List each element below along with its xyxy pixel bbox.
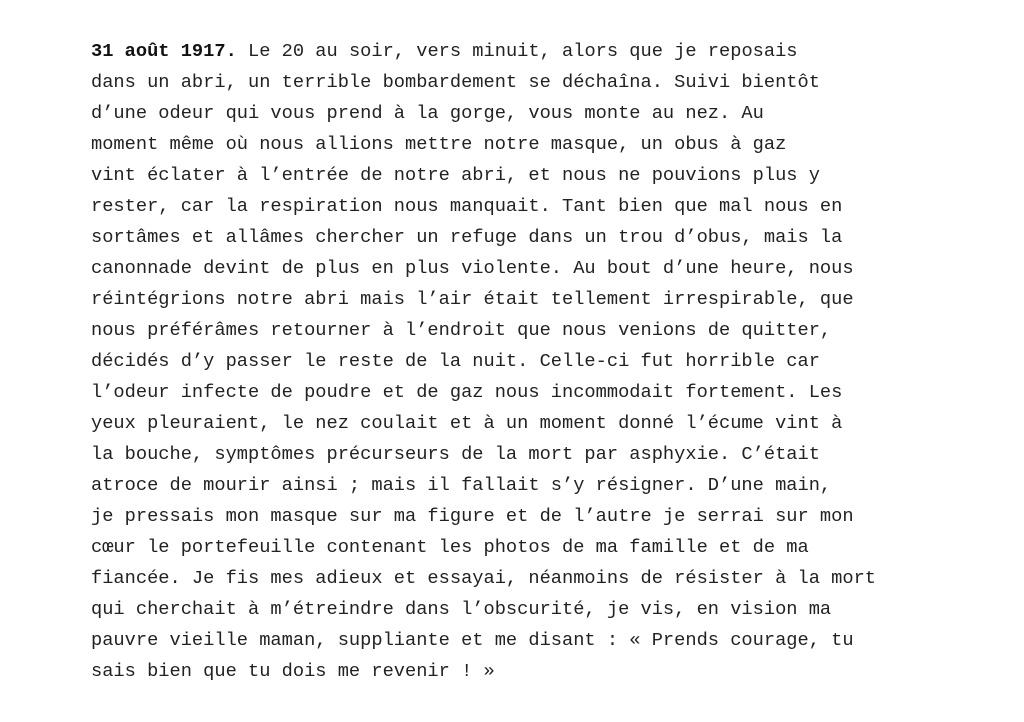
- text-line-content: Le 20 au soir, vers minuit, alors que je reposais: [236, 40, 798, 62]
- text-line: sortâmes et allâmes chercher un refuge dans un trou d’obus, mais la: [91, 226, 843, 248]
- text-line: pauvre vieille maman, suppliante et me disant : « Prends courage, tu: [91, 629, 854, 651]
- text-line: moment même où nous allions mettre notre masque, un obus à gaz: [91, 133, 787, 155]
- text-line: nous préférâmes retourner à l’endroit que nous venions de quitter,: [91, 319, 832, 341]
- diary-entry: [91, 36, 971, 687]
- text-line: atroce de mourir ainsi ; mais il fallait s’y résigner. D’une main,: [91, 474, 832, 496]
- text-line: sais bien que tu dois me revenir ! »: [91, 660, 495, 682]
- text-line: je pressais mon masque sur ma figure et de l’autre je serrai sur mon: [91, 505, 854, 527]
- text-line: l’odeur infecte de poudre et de gaz nous incommodait fortement. Les: [91, 381, 843, 403]
- text-line: rester, car la respiration nous manquait. Tant bien que mal nous en: [91, 195, 843, 217]
- text-line: yeux pleuraient, le nez coulait et à un moment donné l’écume vint à: [91, 412, 843, 434]
- text-line: canonnade devint de plus en plus violente. Au bout d’une heure, nous: [91, 257, 854, 279]
- entry-date: 31 août 1917.: [91, 40, 237, 62]
- text-line: la bouche, symptômes précurseurs de la mort par asphyxie. C’était: [91, 443, 820, 465]
- text-line: qui cherchait à m’étreindre dans l’obscurité, je vis, en vision ma: [91, 598, 832, 620]
- text-line: décidés d’y passer le reste de la nuit. Celle-ci fut horrible car: [91, 350, 820, 372]
- text-line: dans un abri, un terrible bombardement se déchaîna. Suivi bientôt: [91, 71, 820, 93]
- text-line: d’une odeur qui vous prend à la gorge, vous monte au nez. Au: [91, 102, 764, 124]
- text-line: cœur le portefeuille contenant les photos de ma famille et de ma: [91, 536, 809, 558]
- text-line: [91, 36, 971, 67]
- text-line: vint éclater à l’entrée de notre abri, et nous ne pouvions plus y: [91, 164, 820, 186]
- text-line: réintégrions notre abri mais l’air était tellement irrespirable, que: [91, 288, 854, 310]
- text-line: fiancée. Je fis mes adieux et essayai, néanmoins de résister à la mort: [91, 567, 877, 589]
